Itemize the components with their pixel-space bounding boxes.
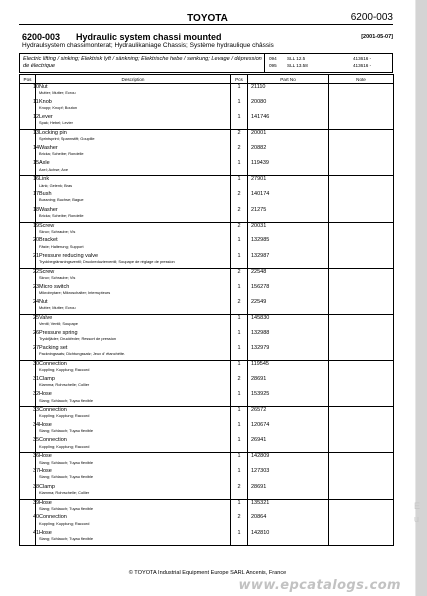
pcs-cell: 2: [231, 484, 248, 499]
description-cell: [36, 160, 231, 175]
model-serial: 413616 -: [353, 63, 372, 68]
description-cell: [36, 253, 231, 268]
pcs-cell: 1: [231, 361, 248, 376]
part-no-cell: 20080: [248, 99, 329, 114]
col-header-pcs: Pcs: [231, 75, 248, 84]
brand-name: TOYOTA: [187, 13, 228, 24]
pos-cell: 23: [20, 284, 36, 299]
watermark: www.epcatalogs.com: [238, 578, 401, 593]
pos-cell: 30: [20, 361, 36, 376]
table-row: [20, 484, 394, 499]
part-name: Hose: [39, 453, 52, 460]
part-no-cell: 26941: [248, 437, 329, 452]
part-translations: Skruv; Schraube; Vis: [39, 274, 76, 280]
note-cell: [329, 391, 394, 406]
model-list: [264, 54, 372, 72]
pos-cell: 36: [20, 453, 36, 468]
part-translations: Tryckfjäder; Druckfeder; Ressort de pression: [39, 335, 117, 341]
part-no-cell: 22549: [248, 299, 329, 314]
pcs-cell: 1: [231, 391, 248, 406]
part-translations: Packningssats; Dichtungssatz; Jeux d' étanchéite.: [39, 351, 126, 357]
table-row: [20, 284, 394, 299]
description-cell: [36, 191, 231, 206]
part-translations: Slang; Schlauch; Tuyau flexible: [39, 397, 94, 403]
note-cell: [329, 407, 394, 422]
pcs-cell: 2: [231, 145, 248, 160]
part-translations: Klamma; Rohrschelle; Collier: [39, 489, 90, 495]
table-row: [20, 330, 394, 345]
table-row: [20, 345, 394, 360]
table-row: [20, 468, 394, 483]
description-cell: [36, 99, 231, 114]
col-header-note: Note: [329, 75, 394, 84]
pos-cell: 22: [20, 268, 36, 283]
part-translations: Skruv; Schraube; Vis: [39, 228, 76, 234]
part-name: Valve: [39, 314, 53, 321]
part-no-cell: 26572: [248, 407, 329, 422]
pcs-cell: 2: [231, 268, 248, 283]
description-cell: [36, 530, 231, 545]
part-name: Micro switch: [39, 283, 70, 290]
pcs-cell: 1: [231, 345, 248, 360]
part-no-cell: 141746: [248, 114, 329, 129]
pos-cell: 41: [20, 530, 36, 545]
description-cell: [36, 468, 231, 483]
part-translations: Koppling; Kupplung; Raccord: [39, 367, 90, 373]
description-cell: [36, 268, 231, 283]
copyright-footer: © TOYOTA Industrial Equipment Europe SARL Ancenis, France: [128, 570, 287, 576]
table-row: [20, 160, 394, 175]
table-row: [20, 145, 394, 160]
part-no-cell: 145830: [248, 314, 329, 329]
part-translations: Slang; Schlauch; Tuyau flexible: [39, 459, 94, 465]
note-cell: [329, 437, 394, 452]
part-name: Pressure reducing valve: [39, 252, 99, 259]
table-row: [20, 176, 394, 191]
doc-code-top: 6200-003: [350, 12, 393, 23]
part-translations: Koppling; Kupplung; Raccord: [39, 413, 90, 419]
pos-cell: 11: [20, 99, 36, 114]
note-cell: [329, 514, 394, 529]
pcs-cell: 1: [231, 114, 248, 129]
description-cell: [36, 130, 231, 145]
pcs-cell: 2: [231, 299, 248, 314]
part-name: Hose: [39, 422, 52, 429]
table-row: [20, 84, 394, 99]
part-no-cell: 22548: [248, 268, 329, 283]
pos-cell: 24: [20, 299, 36, 314]
part-translations: Bussning; Buchse; Bague: [39, 197, 84, 203]
part-name: Washer: [39, 206, 58, 213]
table-row: [20, 99, 394, 114]
part-no-cell: 140174: [248, 191, 329, 206]
part-translations: Knopp; Knopf; Bouton: [39, 105, 78, 111]
part-no-cell: 20864: [248, 514, 329, 529]
table-row: [20, 514, 394, 529]
pos-cell: 16: [20, 176, 36, 191]
table-row: [20, 376, 394, 391]
description-cell: [36, 207, 231, 222]
part-name: Hose: [39, 499, 52, 506]
part-translations: Slang; Schlauch; Tuyau flexible: [39, 474, 94, 480]
part-translations: Slang; Schlauch; Tuyau flexible: [39, 505, 94, 511]
part-no-cell: 127303: [248, 468, 329, 483]
doc-subtitle: Hydraulsystem chassimonterat; Hydraulikaniage Chassis; Système hydraulique châssis: [22, 42, 274, 49]
doc-code: 6200-003: [22, 32, 61, 42]
pos-cell: 35: [20, 437, 36, 452]
part-no-cell: 135321: [248, 499, 329, 514]
part-no-cell: 156278: [248, 284, 329, 299]
table-row: [20, 114, 394, 129]
pos-cell: 15: [20, 160, 36, 175]
part-translations: Ventil; Ventil; Soupape: [39, 321, 78, 327]
part-name: Connection: [39, 361, 67, 368]
note-cell: [329, 345, 394, 360]
description-cell: [36, 330, 231, 345]
pcs-cell: 1: [231, 176, 248, 191]
pos-cell: 40: [20, 514, 36, 529]
description-cell: [36, 114, 231, 129]
part-name: Packing set: [39, 345, 68, 352]
table-row: [20, 222, 394, 237]
pos-cell: 18: [20, 207, 36, 222]
note-cell: [329, 284, 394, 299]
pos-cell: 37: [20, 468, 36, 483]
part-name: Clamp: [39, 483, 55, 490]
pos-cell: 14: [20, 145, 36, 160]
description-cell: [36, 345, 231, 360]
col-header-part-no: Part No: [248, 75, 329, 84]
note-cell: [329, 330, 394, 345]
pos-cell: 13: [20, 130, 36, 145]
part-translations: Tryckbegränsningsventil; Druckreduzierventil; Soupape de réglage de pression: [39, 259, 175, 264]
col-header-pos: Pos: [20, 75, 36, 84]
col-header-description: Description: [36, 75, 231, 84]
description-cell: [36, 284, 231, 299]
pos-cell: 39: [20, 499, 36, 514]
model-code: 095: [269, 63, 277, 68]
part-no-cell: 20001: [248, 130, 329, 145]
pos-cell: 25: [20, 314, 36, 329]
description-cell: [36, 145, 231, 160]
note-cell: [329, 453, 394, 468]
part-no-cell: 28691: [248, 484, 329, 499]
note-cell: [329, 253, 394, 268]
part-translations: Mutter; Mutter; Ecrou: [39, 305, 76, 311]
pcs-cell: 1: [231, 453, 248, 468]
note-cell: [329, 207, 394, 222]
part-name: Connection: [39, 407, 67, 414]
part-translations: Bricka; Scheibe; Rondelle: [39, 151, 84, 157]
part-translations: Spak; Hebel; Levier: [39, 120, 73, 126]
pcs-cell: 2: [231, 130, 248, 145]
doc-date: [2001-05-07]: [361, 34, 393, 40]
pos-cell: 34: [20, 422, 36, 437]
note-cell: [329, 130, 394, 145]
note-cell: [329, 422, 394, 437]
pos-cell: 26: [20, 330, 36, 345]
description-cell: [36, 484, 231, 499]
description-cell: [36, 361, 231, 376]
part-name: Knob: [39, 98, 52, 105]
pcs-cell: 1: [231, 160, 248, 175]
note-cell: [329, 468, 394, 483]
description-cell: [36, 407, 231, 422]
model-name: SLL 12.5: [287, 56, 306, 61]
note-cell: [329, 99, 394, 114]
part-no-cell: 119545: [248, 361, 329, 376]
model-serial: 413616 -: [353, 56, 372, 61]
table-row: [20, 499, 394, 514]
pcs-cell: 2: [231, 222, 248, 237]
part-translations: Fäste; Halterung; Support: [39, 243, 84, 249]
pcs-cell: 1: [231, 284, 248, 299]
table-row: [20, 268, 394, 283]
note-cell: [329, 114, 394, 129]
part-name: Lever: [39, 114, 53, 121]
pos-cell: 31: [20, 376, 36, 391]
note-cell: [329, 314, 394, 329]
pcs-cell: 1: [231, 84, 248, 99]
part-translations: Axel; Achse; Axe: [39, 166, 68, 172]
part-no-cell: 153925: [248, 391, 329, 406]
pcs-cell: 1: [231, 330, 248, 345]
table-row: [20, 422, 394, 437]
table-row: [20, 253, 394, 268]
table-row: [20, 530, 394, 545]
part-no-cell: 28691: [248, 376, 329, 391]
pcs-cell: 1: [231, 437, 248, 452]
part-name: Hose: [39, 529, 52, 536]
pcs-cell: 1: [231, 407, 248, 422]
model-name: SLL 13.58: [287, 63, 308, 68]
description-cell: [36, 376, 231, 391]
part-no-cell: 20031: [248, 222, 329, 237]
description-cell: [36, 453, 231, 468]
note-cell: [329, 145, 394, 160]
description-cell: [36, 237, 231, 252]
note-cell: [329, 530, 394, 545]
pos-cell: 38: [20, 484, 36, 499]
pos-cell: 33: [20, 407, 36, 422]
part-no-cell: 21275: [248, 207, 329, 222]
part-translations: Länk; Gelenk; Bras: [39, 182, 73, 188]
pcs-cell: 2: [231, 207, 248, 222]
part-no-cell: 119439: [248, 160, 329, 175]
model-description: Electric lifting / sinking; Elektrisk lyft / sänkning; Elektrische hebe / senkung; Levage / dépression de électrique: [23, 56, 262, 69]
part-translations: Bricka; Scheibe; Rondelle: [39, 212, 84, 218]
part-no-cell: 142809: [248, 453, 329, 468]
pos-cell: 10: [20, 84, 36, 99]
part-name: Hose: [39, 468, 52, 475]
part-name: Pressure spring: [39, 329, 78, 336]
table-row: [20, 191, 394, 206]
note-cell: [329, 176, 394, 191]
part-translations: Mikrobrytare; Mikroschalter; Interrupteurs: [39, 289, 111, 295]
note-cell: [329, 237, 394, 252]
description-cell: [36, 437, 231, 452]
table-row: [20, 314, 394, 329]
description-cell: [36, 299, 231, 314]
pos-cell: 17: [20, 191, 36, 206]
part-name: Screw: [39, 268, 55, 275]
parts-table: [19, 74, 394, 546]
part-name: Connection: [39, 514, 67, 521]
table-row: [20, 207, 394, 222]
part-name: Bracket: [39, 237, 58, 244]
part-name: Washer: [39, 145, 58, 152]
pos-cell: 21: [20, 253, 36, 268]
part-name: Axle: [39, 160, 50, 167]
note-cell: [329, 499, 394, 514]
part-translations: Mutter; Mutter; Ecrou: [39, 90, 76, 96]
part-name: Hose: [39, 391, 52, 398]
part-no-cell: 120674: [248, 422, 329, 437]
table-row: [20, 130, 394, 145]
header-rule: [19, 24, 393, 25]
part-name: Connection: [39, 437, 67, 444]
model-applicability-box: [19, 53, 393, 73]
part-name: Screw: [39, 222, 55, 229]
pcs-cell: 1: [231, 253, 248, 268]
note-cell: [329, 361, 394, 376]
table-row: [20, 391, 394, 406]
note-cell: [329, 160, 394, 175]
table-row: [20, 437, 394, 452]
part-translations: Koppling; Kupplung; Raccord: [39, 520, 90, 526]
pcs-cell: 1: [231, 314, 248, 329]
part-translations: Slang; Schlauch; Tuyau flexible: [39, 536, 94, 542]
part-translations: Klamma; Rohrschelle; Collier: [39, 382, 90, 388]
part-name: Locking pin: [39, 130, 67, 137]
side-strip-text: E u: [414, 501, 421, 524]
note-cell: [329, 268, 394, 283]
part-name: Bush: [39, 191, 52, 198]
part-translations: Slang; Schlauch; Tuyau flexible: [39, 428, 94, 434]
pcs-cell: 2: [231, 514, 248, 529]
part-no-cell: 132987: [248, 253, 329, 268]
pos-cell: 20: [20, 237, 36, 252]
description-cell: [36, 422, 231, 437]
pcs-cell: 1: [231, 422, 248, 437]
model-code: 094: [269, 56, 277, 61]
description-cell: [36, 391, 231, 406]
part-name: Link: [39, 176, 50, 183]
pcs-cell: 1: [231, 499, 248, 514]
doc-title: Hydraulic system chassi mounted: [76, 32, 222, 42]
part-no-cell: 21110: [248, 84, 329, 99]
pcs-cell: 1: [231, 468, 248, 483]
table-row: [20, 407, 394, 422]
table-row: [20, 361, 394, 376]
description-cell: [36, 222, 231, 237]
pcs-cell: 1: [231, 99, 248, 114]
pcs-cell: 1: [231, 237, 248, 252]
part-translations: Sprintsprint; Spannstift; Goupille: [39, 136, 95, 142]
table-row: [20, 453, 394, 468]
note-cell: [329, 84, 394, 99]
pos-cell: 32: [20, 391, 36, 406]
description-cell: [36, 499, 231, 514]
table-row: [20, 237, 394, 252]
description-cell: [36, 314, 231, 329]
part-name: Nut: [39, 84, 48, 90]
pos-cell: 12: [20, 114, 36, 129]
part-no-cell: 27901: [248, 176, 329, 191]
pos-cell: 27: [20, 345, 36, 360]
part-no-cell: 132988: [248, 330, 329, 345]
part-no-cell: 132979: [248, 345, 329, 360]
note-cell: [329, 222, 394, 237]
note-cell: [329, 376, 394, 391]
part-no-cell: 132985: [248, 237, 329, 252]
table-header-row: [20, 75, 394, 84]
part-no-cell: 20882: [248, 145, 329, 160]
note-cell: [329, 299, 394, 314]
pos-cell: 19: [20, 222, 36, 237]
table-row: [20, 299, 394, 314]
note-cell: [329, 484, 394, 499]
part-translations: Koppling; Kupplung; Raccord: [39, 443, 90, 449]
part-name: Nut: [39, 298, 48, 305]
pcs-cell: 1: [231, 530, 248, 545]
description-cell: [36, 84, 231, 99]
pcs-cell: 2: [231, 191, 248, 206]
part-no-cell: 142810: [248, 530, 329, 545]
description-cell: [36, 176, 231, 191]
parts-table-body: [20, 84, 394, 546]
note-cell: [329, 191, 394, 206]
pcs-cell: 2: [231, 376, 248, 391]
description-cell: [36, 514, 231, 529]
part-name: Clamp: [39, 375, 55, 382]
